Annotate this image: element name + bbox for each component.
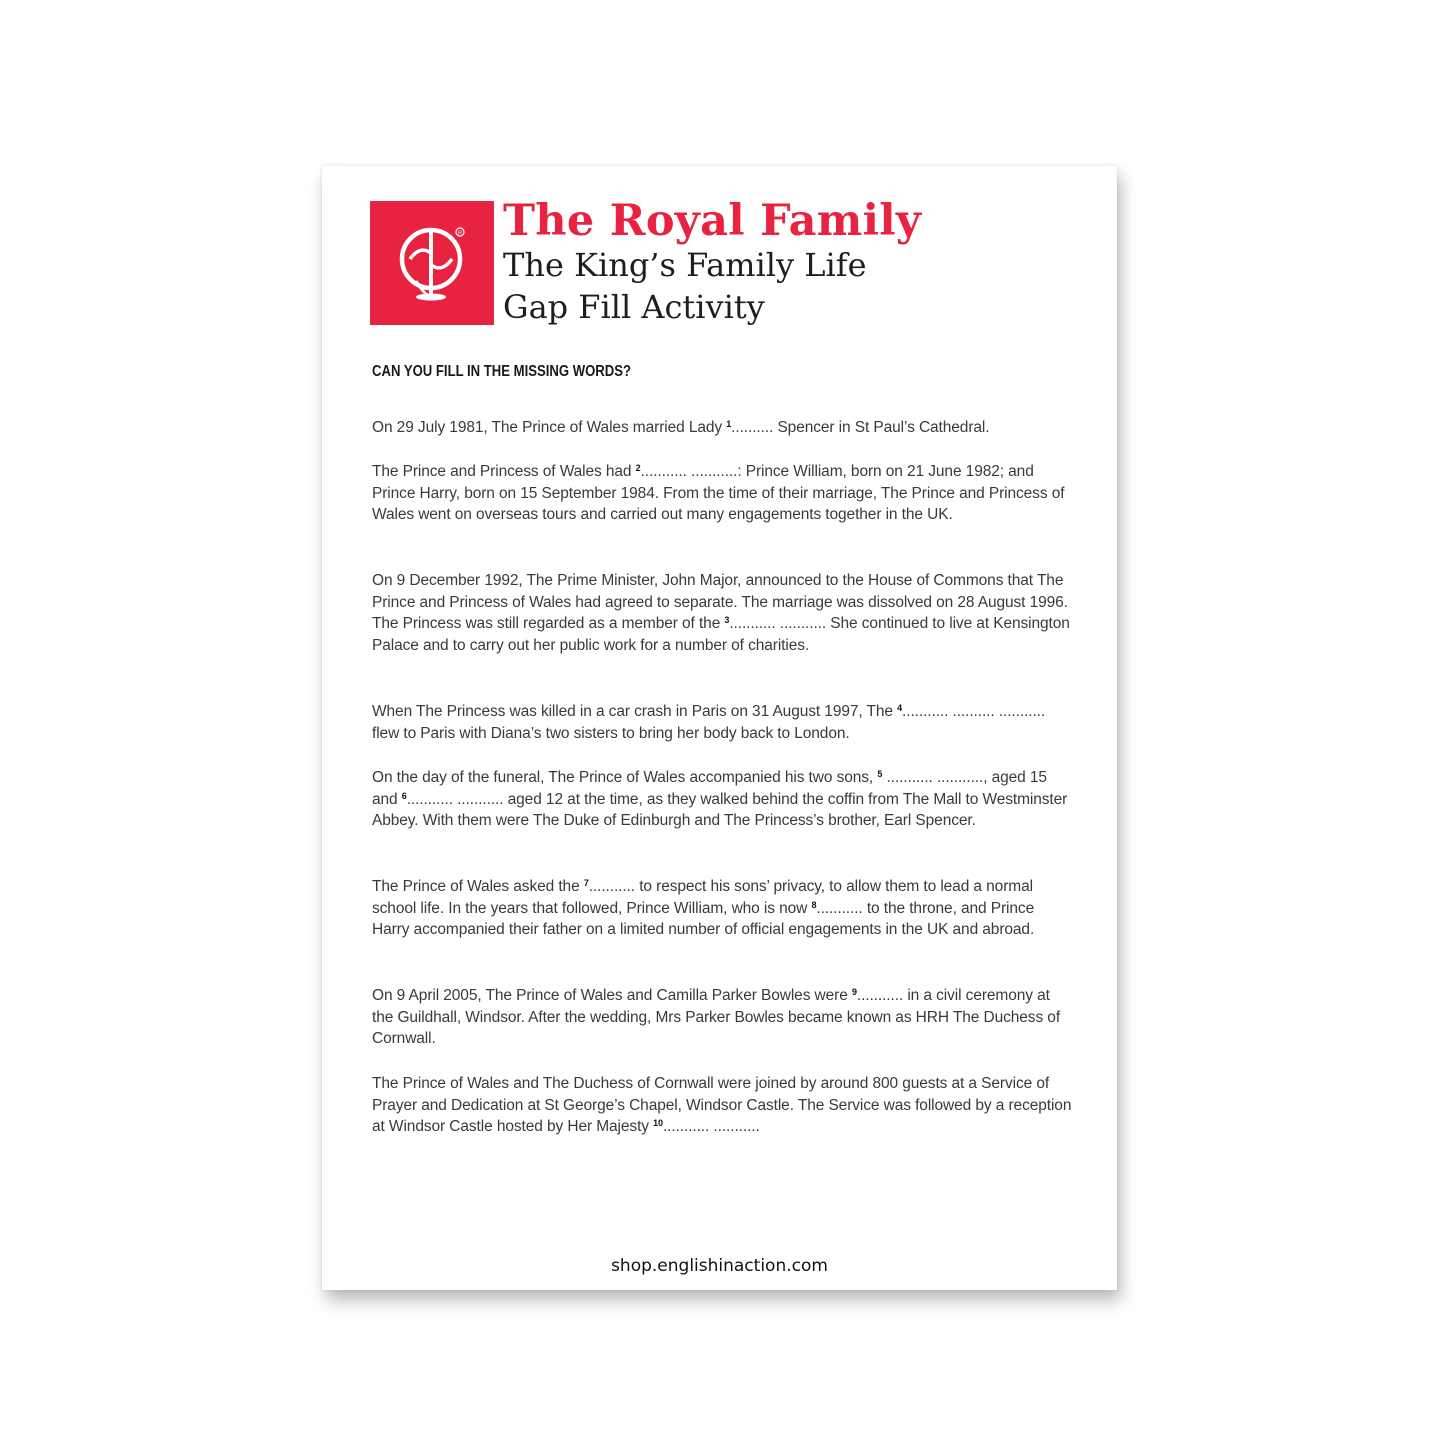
gap-number: 7	[583, 878, 589, 888]
passage-text: ........... .......... ........... flew to Paris with Diana’s two sisters to bring her body back to London.	[372, 703, 1046, 742]
passage-text: The Prince and Princess of Wales had	[372, 463, 636, 480]
passage-text: On 9 April 2005, The Prince of Wales and Camilla Parker Bowles were	[372, 987, 852, 1004]
gap-number: 8	[811, 899, 817, 910]
passage-paragraph	[372, 876, 1072, 941]
passage-text: .......... Spencer in St Paul’s Cathedral.	[731, 419, 990, 436]
passage-text: ........... ...........	[662, 1118, 760, 1136]
footer-url: shop.englishinaction.com	[611, 1256, 828, 1276]
passage-text: ........... in a civil ceremony at the Guildhall, Windsor. After the wedding, Mrs Parker Bowles became known as HRH The Duchess of Cornwall.	[372, 987, 1061, 1048]
passage-paragraph	[372, 767, 1072, 832]
worksheet-page	[322, 166, 1117, 1290]
gap-number: 1	[726, 419, 732, 429]
gap-number: 6	[401, 790, 407, 801]
passage-paragraph	[372, 985, 1072, 1050]
passage-text: ........... to the throne, and Prince Harry accompanied their father on a limited number of official engagements in the UK and abroad.	[372, 899, 1035, 939]
activity-type: Gap Fill Activity	[503, 288, 765, 326]
passage-text: On the day of the funeral, The Prince of Wales accompanied his two sons,	[372, 769, 878, 786]
passage-text: On 29 July 1981, The Prince of Wales married Lady	[372, 419, 727, 436]
passage-text: The Prince of Wales and The Duchess of Cornwall were joined by around 800 guests at a Service of Prayer and Dedication at St George’s Chapel, Windsor Castle. The Service was followed by a reception at Windsor Castle hosted by Her Majesty	[372, 1075, 1072, 1136]
passage-text: ........... to respect his sons’ privacy, to allow them to lead a normal school life. In the years that followed, Prince William, who is now	[372, 878, 1033, 917]
page-subtitle: The King’s Family Life	[503, 246, 867, 284]
page-title: The Royal Family	[503, 196, 922, 246]
passage-paragraph	[372, 417, 1072, 439]
brand-logo	[370, 201, 494, 325]
gap-number: 3	[724, 615, 730, 626]
passage-text: ........... ...........: Prince William, born on 21 June 1982; and Prince Harry, born on 15 September 1984. From the time of their marriage, The Prince and Princess of Wales went on overseas tours and carried out many engagements together in the UK.	[372, 463, 1065, 524]
eia-globe-icon	[370, 201, 494, 325]
gap-number: 2	[635, 463, 641, 473]
passage-text: ........... ........... aged 12 at the time, as they walked behind the coffin from The Mall to Westminster Abbey. With them were The Duke of Edinburgh and The Princess’s brother, Earl Spencer.	[372, 790, 1068, 830]
passage-text: ........... ..........., aged 15 and	[372, 769, 1047, 808]
passage-text: The Prince of Wales asked the	[372, 878, 584, 895]
passage-paragraph	[372, 1073, 1072, 1138]
gap-number: 5	[877, 769, 883, 779]
gap-number: 4	[897, 703, 903, 713]
passage-text: ........... ........... She continued to live at Kensington Palace and to carry out her public work for a number of charities.	[372, 615, 1070, 655]
passage-paragraph	[372, 461, 1072, 526]
instruction-heading: CAN YOU FILL IN THE MISSING WORDS?	[372, 363, 632, 380]
passage-text: When The Princess was killed in a car crash in Paris on 31 August 1997, The	[372, 703, 898, 720]
svg-text:R: R	[458, 230, 462, 237]
passage-paragraph	[372, 570, 1072, 657]
gap-number: 9	[851, 987, 857, 997]
passage-text: On 9 December 1992, The Prime Minister, John Major, announced to the House of Commons that The Prince and Princess of Wales had agreed to separate. The marriage was dissolved on 28 August 1996. The Princess was still regarded as a member of the	[372, 572, 1068, 633]
passage-paragraph	[372, 701, 1072, 744]
gap-number: 10	[653, 1118, 663, 1129]
